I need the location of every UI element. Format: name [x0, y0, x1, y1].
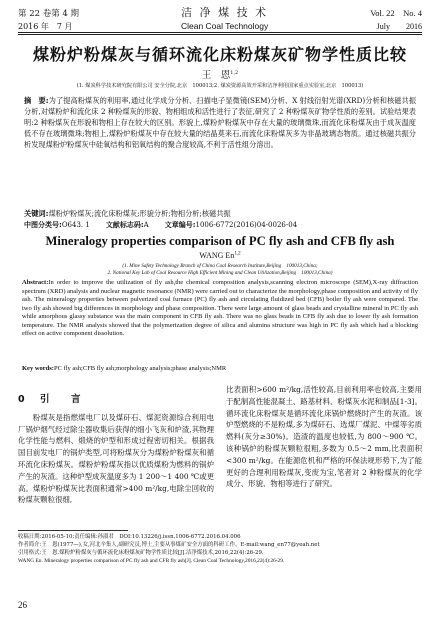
abstract-en-label: Abstract: [22, 279, 49, 286]
footnote-received: 收稿日期:2016-05-10;责任编辑:孙淑君 DOI:10.13226/j.issn.1006-6772.2016.04.006 [18, 534, 241, 540]
journal-name-zh: 洁 净 煤 技 术 [181, 6, 269, 19]
footnote-author: 作者简介:王 恩(1977—),女,河北辛集人,副研究员,博士,主要从事煤矿安全方面的科研工作。E-mail:wang_en77@yeah.net [18, 542, 320, 548]
date-en: July 2016 [376, 22, 422, 31]
abstract-en-text: In order to improve the utilization of fly ash,the chemical composition analysis,scanning electron microscope (SEM),X-ray diffraction spectrum (XRD) analysis and nuclear magnetic resonance (NMR) were carried out to characterize the morphology,phase composition and activity of fly ash. The mineralogy properties between pulverized coal furnace (PC) fly ash and circulating fluidized bed (CFB) boiler fly ash were compared. The two fly ash showed big differences in morphology and phase composition. There were large amount of glass beads and crystalline mineral in PC fly ash while amorphous glassy substance was the main component in CFB fly ash. There was no glass beads in CFB fly ash due to lower fly ash formation temperature. The NMR analysis showed that the polymerization degree of silica and alumina structure was high in PC fly ash which had a blocking effect on active component dissolution. [22, 279, 418, 337]
running-header [18, 4, 422, 34]
keywords-en-label: Key words: [22, 365, 54, 372]
clc-number: O643. 1 [61, 221, 90, 229]
affiliation-en: (1. Mine Safety Technology Branch of China Coal Research Institute,Beijing 100013,China; 2. National Key Lab of Coal Resource High Efficient Mining and Clean Utilization,Beijing 100013,China) [107, 263, 333, 276]
body-paragraph-continued: 比表面积>600 m²/kg,活性较高,目前利用率也较高,主要用于配制高性能混凝土、路基材料、粉煤灰水泥和制品[1-3]。循环流化床粉煤灰是循环流化床锅炉燃烧时产生的灰渣。该炉型燃烧的不是粉煤,多为煤矸石、选煤厂煤泥、中煤等劣质燃料(灰分≥30%)。造渣的温度也较低,为 800～900 ℃。该种锅炉的粉煤灰颗粒很粗,多数为 0.5～2 mm,比表面积<300 m²/kg。在能源危机和严格的环保法规形势下,为了能更好的合理利用粉煤灰,变废为宝,笔者对 2 种粉煤灰的化学成分、形貌、物相等进行了研究。 [226, 385, 422, 489]
keywords-zh-text: 煤粉炉粉煤灰;流化床粉煤灰;形貌分析;物相分析;核磁共振 [48, 209, 231, 218]
footnote-rule [18, 530, 128, 531]
header-rule [18, 32, 422, 33]
header-rule-thin [18, 34, 422, 35]
article-title-en: Mineralogy properties comparison of PC fly ash and CFB fly ash [45, 234, 395, 248]
abstract-zh-label: 摘 要: [24, 96, 49, 105]
keywords-en-text: PC fly ash;CFB fly ash;morphology analysis;phase analysis;NMR [53, 365, 227, 372]
footnote-citation: 引用格式:王 恩.煤粉炉粉煤灰与循环流化床粉煤灰矿物学性质比较[J].洁净煤技术,2016,22(4):26-29. [18, 550, 264, 556]
doc-code: A [143, 221, 149, 229]
volume-issue-en: Vol. 22 No. 4 [370, 8, 422, 18]
article-number: 1006-6772(2016)04-0026-04 [195, 221, 298, 229]
body-column-left [18, 384, 214, 506]
abstract-zh [24, 96, 416, 151]
footnotes [18, 533, 422, 565]
keywords-en [22, 365, 418, 372]
author-en: WANG En$^{1,2}$ [199, 251, 241, 260]
classification-line: 中图分类号:O643. 1 文献标志码:A 文章编号:1006-6772(2016)04-0026-04 [24, 221, 298, 229]
journal-name-en: Clean Coal Technology [180, 21, 269, 31]
footnote-citation-en: WANG En. Mineralogy properties comparison of PC fly ash and CFB fly ash[J]. Clean Coal Technology,2016,22(4):26-29. [18, 558, 285, 564]
affiliation-zh: (1. 煤炭科学技术研究院有限公司 安全分院,北京 100013;2. 煤炭资源高效开采和洁净利用国家重点实验室,北京 100013) [76, 83, 364, 89]
abstract-en [22, 279, 418, 339]
volume-issue-zh: 第 22 卷第 4 期 [18, 9, 80, 19]
keywords-zh-label: 关键词: [24, 209, 49, 218]
author-zh: 王 恩$^{1,2}$ [201, 69, 239, 81]
section-heading: 0 引 言 [18, 394, 87, 405]
body-column-right [226, 384, 422, 490]
date-zh: 2016 年 7 月 [18, 22, 73, 31]
keywords-zh [24, 209, 416, 219]
article-title-zh: 煤粉炉粉煤灰与循环流化床粉煤灰矿物学性质比较 [32, 45, 407, 64]
body-paragraph: 粉煤灰是指燃煤电厂以及煤矸石、煤泥资源综合利用电厂锅炉烟气经过除尘器收集后获得的细小飞灰和炉渣,其物理化学性能与燃料、煅烧的炉型和形成过程密切相关。根据我国目前发电厂的锅炉类型,可将粉煤灰分为煤粉炉粉煤灰和循环流化床粉煤灰。煤粉炉粉煤灰指以优质煤粉为燃料的锅炉产生的灰渣。这种炉型成灰温度多为 1 200～1 400 ℃或更高。煤粉炉粉煤灰比表面积通常>400 m²/kg,电除尘回收的粉煤灰颗粒很细, [18, 412, 214, 505]
abstract-zh-text: 为了提高粉煤灰的利用率,通过化学成分分析、扫描电子显微镜(SEM)分析、X 射线衍射光谱(XRD)分析和核磁共振分析,对煤粉炉和流化床 2 种粉煤灰的形貌、物相组成和活性进行了表征,研究了 2 种粉煤灰矿物学性质的差别。试验结果表明:2 种粉煤灰在形貌和物相上存在较大的区别。形貌上,煤粉炉粉煤灰中存在大量的玻璃微珠,而流化床粉煤灰由于成灰温度低不存在玻璃微珠;物相上,煤粉炉粉煤灰中存在较大量的结晶莫来石,而流化床粉煤灰多为非晶玻璃态物质。通过核磁共振分析发现煤粉炉粉煤灰中硅氧结构和铝氧结构的聚合度较高,不利于活性组分溶出。 [24, 96, 417, 149]
page-number: 26 [18, 600, 27, 610]
